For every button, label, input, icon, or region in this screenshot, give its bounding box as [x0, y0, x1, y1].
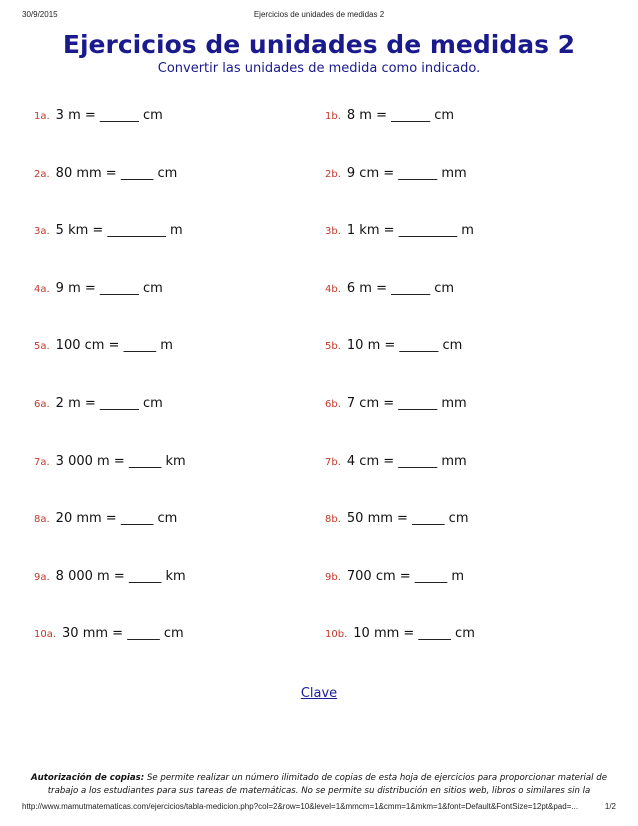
- exercise-problem: 10 mm = _____ cm: [353, 626, 475, 642]
- print-footer: [22, 802, 616, 814]
- exercise-item: [325, 104, 454, 124]
- exercise-problem: 7 cm = ______ mm: [346, 396, 467, 411]
- copyright-notice: [30, 772, 608, 798]
- exercise-number: 8b.: [325, 514, 341, 526]
- exercise-item: [325, 565, 464, 585]
- exercise-item: [325, 392, 467, 412]
- exercise-number: 8a.: [34, 514, 50, 526]
- exercise-number: 9b.: [325, 571, 341, 583]
- print-header: [22, 10, 616, 24]
- exercise-problem: 3 m = ______ cm: [55, 108, 163, 123]
- exercise-number: 5b.: [325, 341, 341, 353]
- exercise-item: [34, 392, 163, 412]
- page-title: Ejercicios de unidades de medidas 2: [62, 30, 576, 59]
- copyright-text: Se permite realizar un número ilimitado de copias de esta hoja de ejercicios para proporcionar material de trabajo a los estudiantes para sus tareas de matemáticas. No se permite su distribución en sitios web, libros o similares sin la: [47, 773, 608, 796]
- exercise-number: 1b.: [325, 111, 341, 122]
- exercise-problem: 10 m = ______ cm: [346, 338, 463, 354]
- exercise-item: [325, 162, 467, 182]
- exercise-problem: 50 mm = _____ cm: [346, 511, 469, 527]
- exercise-item: [34, 104, 163, 124]
- exercise-number: 4a.: [34, 283, 50, 295]
- print-date: 30/9/2015: [22, 10, 58, 19]
- exercise-number: 10b.: [325, 629, 348, 641]
- print-url: http://www.mamutmatematicas.com/ejercicios/tabla-medicion.php?col=2&row=10&level=1&mmcm=1&cmm=1&mkm=1&font=Default&FontSize=12pt&pad=...: [22, 802, 579, 811]
- exercise-problem: 6 m = ______ cm: [346, 280, 455, 296]
- print-page-number: 1/2: [604, 802, 616, 811]
- exercise-problem: 700 cm = _____ m: [346, 568, 465, 584]
- exercise-item: [34, 334, 173, 354]
- exercise-problem: 2 m = ______ cm: [55, 396, 163, 411]
- exercise-number: 4b.: [325, 283, 341, 295]
- page-subtitle: Convertir las unidades de medida como indicado.: [157, 61, 481, 76]
- exercise-number: 10a.: [34, 629, 57, 641]
- exercise-number: 6b.: [325, 399, 341, 410]
- exercise-number: 7a.: [34, 456, 50, 468]
- exercise-number: 3b.: [325, 226, 341, 238]
- exercise-item: [34, 219, 183, 239]
- exercise-number: 1a.: [34, 111, 50, 122]
- exercise-number: 9a.: [34, 571, 50, 583]
- exercise-problem: 100 cm = _____ m: [55, 338, 173, 354]
- exercise-number: 7b.: [325, 456, 341, 468]
- exercise-item: [325, 277, 454, 297]
- exercise-problem: 8 m = ______ cm: [346, 108, 455, 123]
- exercise-item: [34, 450, 186, 470]
- exercise-item: [325, 450, 467, 470]
- answer-key-link[interactable]: Clave: [300, 686, 338, 701]
- exercise-problem: 9 m = ______ cm: [55, 280, 163, 296]
- exercise-number: 6a.: [34, 399, 50, 410]
- exercise-item: [34, 622, 184, 642]
- exercise-item: [325, 507, 469, 527]
- exercise-item: [325, 334, 462, 354]
- exercise-item: [34, 565, 186, 585]
- exercise-number: 2a.: [34, 168, 50, 180]
- exercise-item: [325, 622, 475, 642]
- exercise-problem: 30 mm = _____ cm: [62, 626, 184, 642]
- exercise-problem: 9 cm = ______ mm: [346, 165, 467, 181]
- exercise-item: [34, 162, 177, 182]
- exercise-number: 2b.: [325, 168, 341, 180]
- exercise-problem: 3 000 m = _____ km: [55, 453, 186, 469]
- exercise-number: 3a.: [34, 226, 50, 238]
- exercise-problem: 20 mm = _____ cm: [55, 511, 178, 527]
- exercise-item: [325, 219, 474, 239]
- exercise-number: 5a.: [34, 341, 50, 353]
- copyright-label: Autorización de copias:: [30, 773, 145, 783]
- print-doc-title: Ejercicios de unidades de medidas 2: [253, 10, 385, 19]
- exercise-item: [34, 277, 163, 297]
- exercise-problem: 5 km = _________ m: [55, 223, 183, 239]
- exercise-problem: 4 cm = ______ mm: [346, 453, 467, 469]
- exercise-item: [34, 507, 177, 527]
- exercise-problem: 8 000 m = _____ km: [55, 568, 186, 584]
- exercise-problem: 80 mm = _____ cm: [55, 165, 178, 181]
- exercise-problem: 1 km = _________ m: [346, 223, 474, 239]
